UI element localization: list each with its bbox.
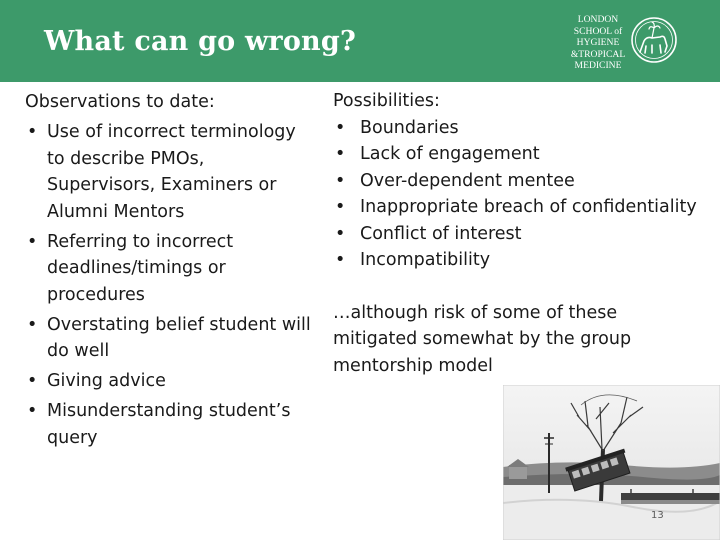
observations-list: [25, 119, 317, 451]
logo-line: LONDON: [577, 14, 619, 25]
list-item: • Overstating belief student will do well: [25, 312, 317, 365]
observations-heading: Observations to date:: [25, 92, 215, 112]
possibilities-column: [333, 88, 715, 379]
logo-line: HYGIENE: [576, 37, 620, 48]
list-item: • Boundaries: [333, 115, 715, 142]
logo-text: [568, 14, 628, 72]
header-bar: [0, 0, 720, 82]
institution-logo: [568, 14, 680, 71]
list-item: • Misunderstanding student’s query: [25, 398, 317, 451]
logo-line: &TROPICAL: [570, 48, 626, 60]
list-item: • Incompatibility: [333, 247, 715, 274]
list-item: • Use of incorrect terminology to describe PMOs, Supervisors, Examiners or Alumni Mentors: [25, 119, 317, 225]
possibilities-heading: Possibilities:: [333, 91, 440, 111]
list-item: • Over-dependent mentee: [333, 168, 715, 195]
list-item: • Giving advice: [25, 368, 317, 395]
list-item: • Conflict of interest: [333, 221, 715, 248]
list-item: • Referring to incorrect deadlines/timings or procedures: [25, 229, 317, 309]
list-item: • Lack of engagement: [333, 141, 715, 168]
slide-title: What can go wrong?: [44, 26, 356, 57]
slide-number: 13: [651, 510, 664, 521]
derailed-tram-photo: [503, 385, 720, 540]
logo-line: MEDICINE: [574, 60, 622, 71]
lshtm-emblem-icon: [630, 16, 678, 64]
possibilities-list: [333, 115, 715, 274]
logo-line: SCHOOL of: [573, 25, 623, 37]
mitigation-note: …although risk of some of these mitigated somewhat by the group mentorship model: [333, 302, 632, 376]
list-item: • Inappropriate breach of confidentiality: [333, 194, 715, 221]
observations-column: [25, 89, 317, 451]
